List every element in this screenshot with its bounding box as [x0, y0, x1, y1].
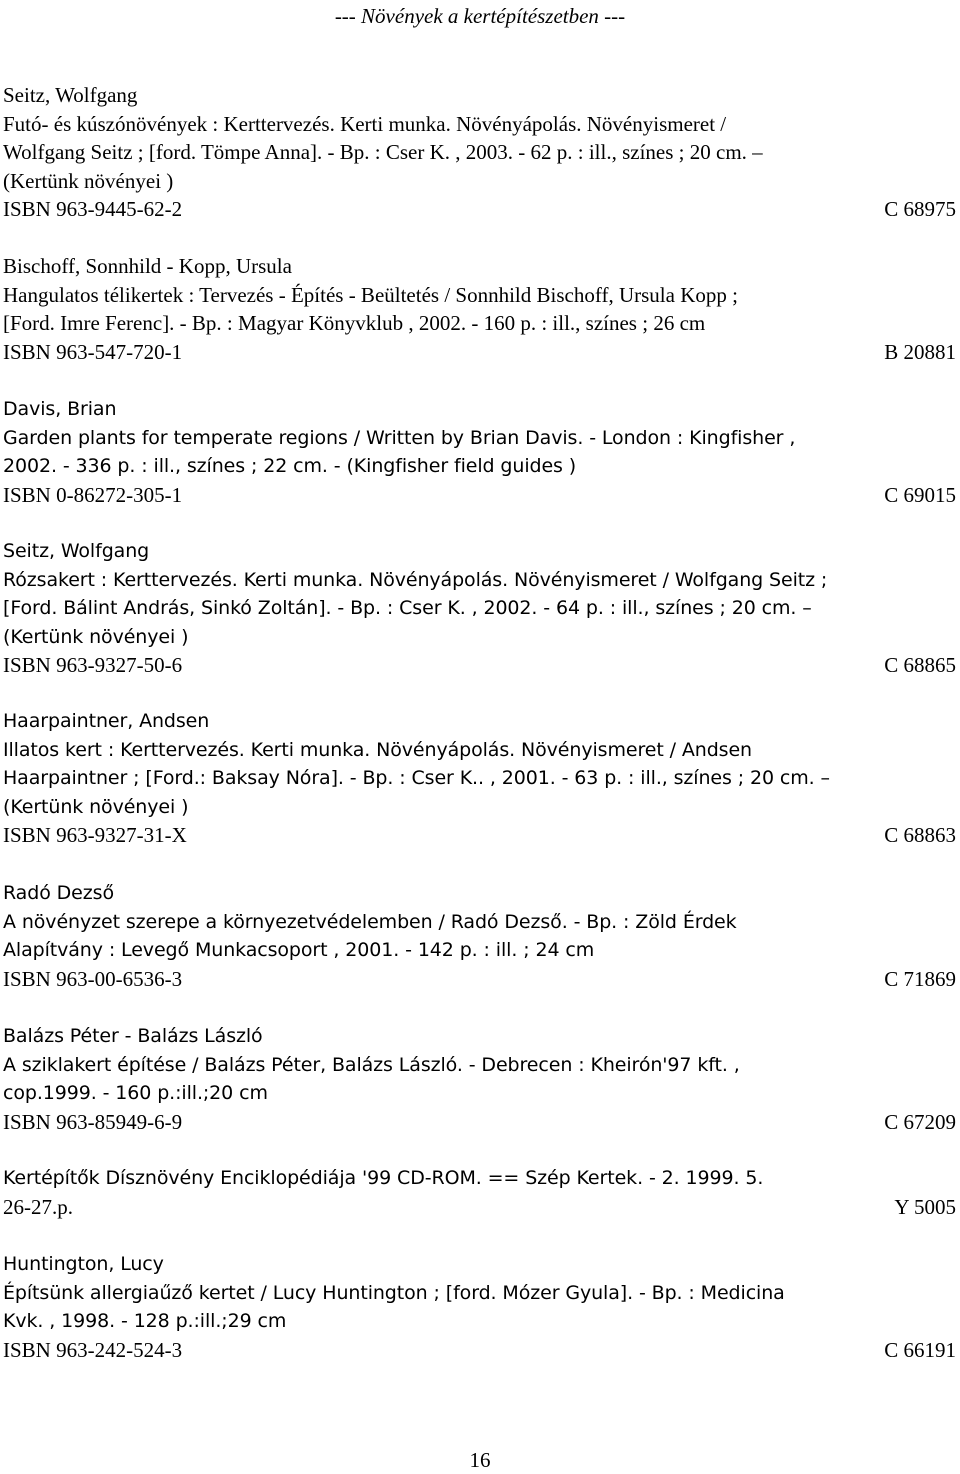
catalog-entry: [3, 395, 958, 509]
catalog-entry: [3, 1164, 958, 1221]
entry-isbn: ISBN 963-547-720-1: [3, 339, 183, 364]
entry-author: Haarpaintner, Andsen: [3, 710, 210, 732]
catalog-entry: [3, 1022, 958, 1136]
catalog-entry: [3, 879, 958, 993]
entry-text-line: 2002. - 336 p. : ill., színes ; 22 cm. - (Kingfisher field guides ): [3, 455, 577, 477]
entry-isbn-row: [3, 965, 958, 994]
entry-isbn: ISBN 963-00-6536-3: [3, 966, 183, 991]
entry-text-line: Illatos kert : Kerttervezés. Kerti munka. Növényápolás. Növényismeret / Andsen: [3, 738, 752, 761]
entry-author: Seitz, Wolfgang: [3, 83, 138, 107]
entry-isbn-row: [3, 1108, 958, 1137]
entry-author: Huntington, Lucy: [3, 1253, 164, 1275]
entry-text-line: Építsünk allergiaűző kertet / Lucy Huntington ; [ford. Mózer Gyula]. - Bp. : Medicina: [3, 1281, 785, 1304]
catalog-entry: [3, 81, 958, 224]
entry-text-line: Kertépítők Dísznövény Enciklopédiája '99 CD-ROM. == Szép Kertek. - 2. 1999. 5.: [3, 1167, 764, 1189]
entry-text-line: Alapítvány : Levegő Munkacsoport , 2001. - 142 p. : ill. ; 24 cm: [3, 939, 595, 961]
entry-isbn-row: [3, 481, 958, 510]
entry-text-line: A növényzet szerepe a környezetvédelemben / Radó Dezső. - Bp. : Zöld Érdek: [3, 910, 737, 933]
entry-author: Balázs Péter - Balázs László: [3, 1025, 263, 1047]
entry-text-line: Wolfgang Seitz ; [ford. Tömpe Anna]. - Bp. : Cser K. , 2003. - 62 p. : ill., színes ; 20 cm. –: [3, 140, 763, 164]
entry-isbn: ISBN 963-9445-62-2: [3, 197, 183, 221]
entry-isbn: ISBN 963-9327-50-6: [3, 653, 183, 677]
entry-author: Davis, Brian: [3, 398, 117, 420]
entry-text-line: Haarpaintner ; [Ford.: Baksay Nóra]. - Bp. : Cser K.. , 2001. - 63 p. : ill., színes ; 20 cm. –: [3, 767, 830, 789]
entry-isbn-row: [3, 1193, 958, 1222]
catalog-entry: [3, 252, 958, 366]
page-header: --- Növények a kertépítészetben ---: [334, 4, 626, 28]
entry-shelf-mark: C 67209: [884, 1109, 956, 1134]
entry-text-line: Garden plants for temperate regions / Written by Brian Davis. - London : Kingfisher ,: [3, 426, 796, 449]
entry-shelf-mark: C 68865: [884, 653, 956, 677]
entry-isbn: ISBN 0-86272-305-1: [3, 482, 183, 507]
entry-text-line: Rózsakert : Kerttervezés. Kerti munka. Növényápolás. Növényismeret / Wolfgang Seitz ;: [3, 568, 828, 591]
entry-shelf-mark: C 68863: [884, 823, 956, 847]
entry-text-line: [Ford. Bálint András, Sinkó Zoltán]. - Bp. : Cser K. , 2002. - 64 p. : ill., színes ; 20 cm. –: [3, 597, 812, 619]
entry-text-line: (Kertünk növényei ): [3, 168, 174, 193]
entry-shelf-mark: C 68975: [884, 197, 956, 221]
entry-text-line: cop.1999. - 160 p.:ill.;20 cm: [3, 1082, 268, 1104]
entry-shelf-mark: B 20881: [884, 339, 956, 364]
entry-isbn-row: [3, 821, 958, 850]
catalog-entry: [3, 537, 958, 680]
entry-isbn: ISBN 963-9327-31-X: [3, 823, 187, 847]
entry-shelf-mark: Y 5005: [894, 1194, 956, 1219]
entry-text-line: Kvk. , 1998. - 128 p.:ill.;29 cm: [3, 1310, 287, 1332]
entry-shelf-mark: C 66191: [884, 1337, 956, 1362]
entry-author: Radó Dezső: [3, 882, 114, 904]
entry-isbn: ISBN 963-242-524-3: [3, 1337, 183, 1362]
entry-author: Bischoff, Sonnhild - Kopp, Ursula: [3, 254, 292, 278]
entry-text-line: (Kertünk növényei ): [3, 625, 189, 648]
entry-isbn-row: [3, 651, 958, 680]
catalog-entry: [3, 1250, 958, 1364]
entry-author: Seitz, Wolfgang: [3, 540, 150, 562]
entry-page-ref: 26-27.p.: [3, 1194, 73, 1219]
catalog-entry: [3, 707, 958, 850]
page-number: 16: [469, 1448, 491, 1472]
entry-text-line: (Kertünk növényei ): [3, 795, 189, 818]
entry-shelf-mark: C 69015: [884, 482, 956, 507]
entry-shelf-mark: C 71869: [884, 966, 956, 991]
entry-text-line: Futó- és kúszónövények : Kerttervezés. Kerti munka. Növényápolás. Növényismeret /: [3, 111, 727, 136]
entry-isbn-row: [3, 195, 958, 224]
entry-text-line: Hangulatos télikertek : Tervezés - Építés - Beültetés / Sonnhild Bischoff, Ursula Kopp ;: [3, 282, 738, 307]
entry-isbn-row: [3, 338, 958, 367]
entry-text-line: A sziklakert építése / Balázs Péter, Balázs László. - Debrecen : Kheirón'97 kft. ,: [3, 1053, 740, 1076]
entry-isbn-row: [3, 1336, 958, 1365]
entry-isbn: ISBN 963-85949-6-9: [3, 1109, 183, 1134]
entry-text-line: [Ford. Imre Ferenc]. - Bp. : Magyar Könyvklub , 2002. - 160 p. : ill., színes ; 26 cm: [3, 311, 706, 335]
